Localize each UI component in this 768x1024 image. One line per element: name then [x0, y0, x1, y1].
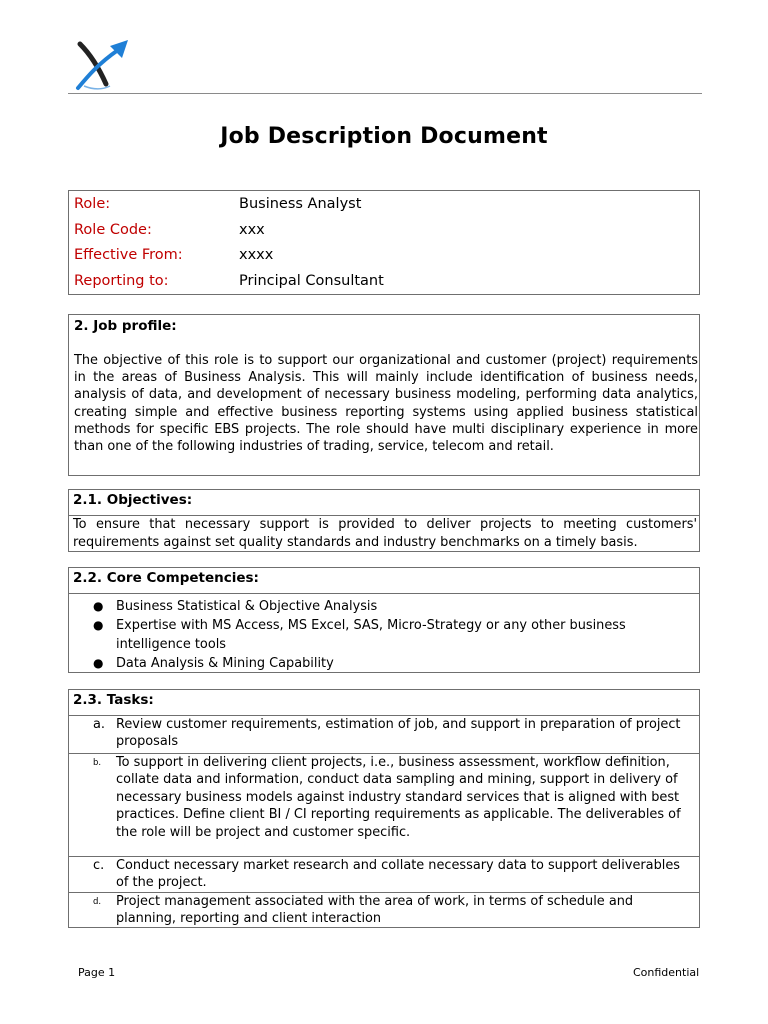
job-profile-text: The objective of this role is to support our organizational and customer (project) requirements in the areas of Business Analysis. This will mainly include identification of business needs, analysis of data, and development of necessary business modeling, performing data analytics, creating simple and effective business reporting systems using applied business statistical methods for specific EBS projects. The role should have multi disciplinary experience in more than one of the following industries of trading, service, telecom and retail. [74, 353, 698, 455]
task-text: To support in delivering client projects, i.e., business assessment, workflow definition, collate data and information, conduct data sampling and mining, support in delivery of necessary business models against industry standard services that is aligned with best practices. Define client BI / CI reporting requirements as applicable. The deliverables of the role will be project and customer specific. [116, 755, 681, 840]
confidential-label: Confidential [633, 966, 700, 979]
page-number: Page 1 [78, 966, 116, 979]
task-text: Review customer requirements, estimation of job, and support in preparation of project proposals [116, 717, 681, 750]
competencies-list [69, 597, 699, 673]
reporting-to-value: Principal Consultant [239, 272, 384, 289]
task-text: Conduct necessary market research and collate necessary data to support deliverables of the project. [116, 858, 680, 891]
role-info-box [68, 190, 700, 295]
document-title: Job Description Document [220, 124, 548, 149]
core-competencies-heading: 2.2. Core Competencies: [69, 568, 699, 594]
role-label: Role: [74, 196, 111, 212]
tasks-section [68, 689, 700, 928]
competency-text: Business Statistical & Objective Analysis [116, 599, 378, 614]
objectives-section [68, 489, 700, 552]
task-marker: d. [93, 897, 102, 907]
effective-from-value: xxxx [239, 247, 274, 263]
task-row [69, 754, 699, 857]
job-profile-section [68, 314, 700, 476]
objectives-heading: 2.1. Objectives: [69, 490, 699, 516]
role-code-label: Role Code: [74, 221, 152, 238]
role-code-value: xxx [239, 221, 265, 238]
task-row [69, 893, 699, 929]
competency-text: Expertise with MS Access, MS Excel, SAS, Micro-Strategy or any other business intelligence tools [116, 618, 626, 652]
company-logo-icon [72, 36, 136, 92]
objectives-text: To ensure that necessary support is provided to deliver projects to meeting customers' requirements against set quality standards and industry benchmarks on a timely basis. [73, 517, 697, 550]
job-profile-heading: 2. Job profile: [74, 318, 177, 334]
role-code-row [69, 219, 699, 245]
tasks-heading: 2.3. Tasks: [69, 690, 699, 716]
task-marker: a. [93, 717, 105, 732]
list-item [69, 654, 676, 673]
bullet-icon: ● [93, 656, 104, 670]
bullet-icon: ● [93, 599, 104, 613]
competency-text: Data Analysis & Mining Capability [116, 656, 334, 671]
task-row [69, 857, 699, 893]
effective-from-label: Effective From: [74, 247, 183, 263]
role-value: Business Analyst [239, 196, 362, 212]
header-divider [68, 93, 702, 94]
list-item [69, 616, 676, 654]
role-row [69, 193, 699, 219]
reporting-to-row [69, 270, 699, 296]
core-competencies-section [68, 567, 700, 673]
task-text: Project management associated with the area of work, in terms of schedule and planning, reporting and client interaction [116, 894, 634, 927]
task-marker: c. [93, 858, 105, 873]
task-row [69, 716, 699, 754]
reporting-to-label: Reporting to: [74, 272, 169, 289]
task-marker: b. [93, 758, 102, 768]
bullet-icon: ● [93, 618, 104, 632]
effective-from-row [69, 244, 699, 270]
list-item [69, 597, 676, 616]
